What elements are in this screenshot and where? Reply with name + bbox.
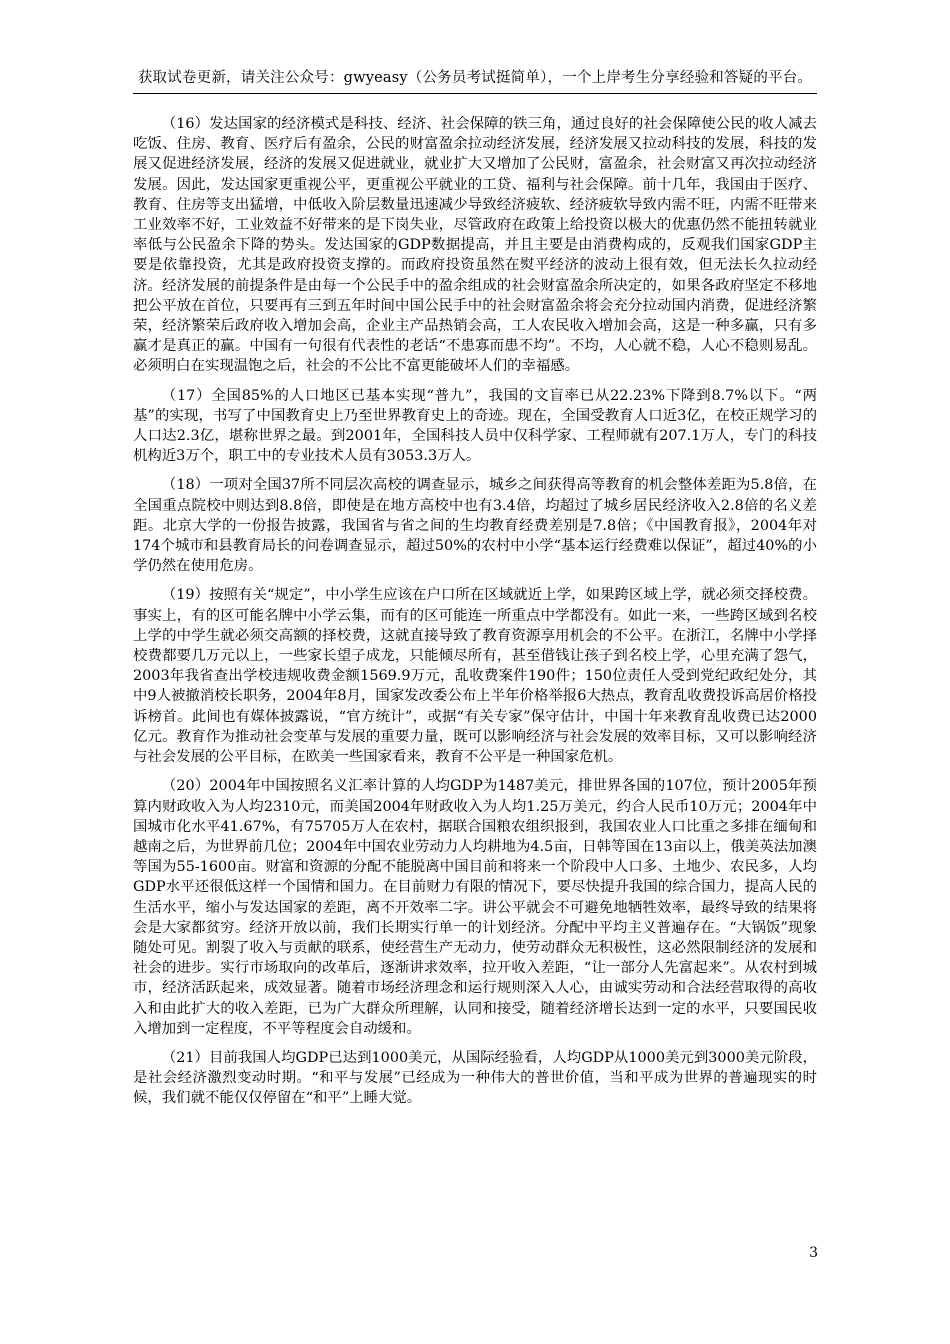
document-body [133, 114, 817, 1118]
paragraph-19: （19）按照有关“规定”，中小学生应该在户口所在区域就近上学，如果跨区域上学，就必须交择校费。事实上，有的区可能名牌中小学云集，而有的区可能连一所重点中学都没有。如此一来，一些跨区域到名校上学的中学生就必须交高额的择校费，这就直接导致了教育资源享用机会的不公平。在浙江，名牌中小学择校费都要几万元以上，一些家长望子成龙，只能倾尽所有，甚至借钱让孩子到名校上学，心里充满了怨气，2003年我省查出学校违规收费金额1569.9万元，乱收费案件190件；150位责任人受到党纪政纪处分，其中9人被撤消校长职务，2004年8月，国家发改委公布上半年价格举报6大热点，教育乱收费投诉高居价格投诉榜首。此间也有媒体披露说，“官方统计”，或据“有关专家”保守估计，中国十年来教育乱收费已达2000亿元。教育作为推动社会变革与发展的重要力量，既可以影响经济与社会发展的效率目标，又可以影响经济与社会发展的公平目标，在欧美一些国家看来，教育不公平是一种国家危机。 [133, 587, 817, 766]
paragraph-16: （16）发达国家的经济模式是科技、经济、社会保障的铁三角，通过良好的社会保障使公民的收人减去吃饭、住房、教育、医疗后有盈余，公民的财富盈余拉动经济发展，经济发展又拉动科技的发展，科技的发展又促进经济发展，经济的发展又促进就业，就业扩大又增加了公民财，富盈余，社会财富又再次拉动经济发展。因此，发达国家更重视公平，更重视公平就业的工贷、福利与社会保障。前十几年，我国由于医疗、教育、住房等支出猛增，中低收入阶层数量迅速减少导致经济疲软、经济疲软导致内需不旺，内需不旺带来工业效率不好，工业效益不好带来的是下岗失业，尽管政府在政策上给投资以极大的优惠仍然不能扭转就业率低与公民盈余下降的势头。发达国家的GDP数据提高，并且主要是由消费构成的，反观我们国家GDP主要是依靠投资，尤其是政府投资支撑的。而政府投资虽然在熨平经济的波动上很有效，但无法长久拉动经济。经济发展的前提条件是由每一个公民手中的盈余组成的社会财富盈余所决定的，如果各政府坚定不移地把公平放在首位，只要再有三到五年时间中国公民手中的社会财富盈余将会充分拉动国内消费，促进经济繁荣，经济繁荣后政府收入增加会高，企业主产品热销会高，工人农民收入增加会高，这是一种多赢，只有多赢才是真正的赢。中国有一句很有代表性的老话“不患寡而患不均”。不均，人心就不稳，人心不稳则易乱。必须明白在实现温饱之后，社会的不公比不富更能破坏人们的幸福感。 [133, 116, 817, 375]
paragraph-18: （18）一项对全国37所不同层次高校的调查显示，城乡之间获得高等教育的机会整体差距为5.8倍，在全国重点院校中则达到8.8倍，即使是在地方高校中也有3.4倍，均超过了城乡居民经济收入2.8倍的名义差距。北京大学的一份报告披露，我国省与省之间的生均教育经费差别是7.8倍；《中国教育报》，2004年对174个城市和县教育局长的问卷调查显示，超过50%的农村中小学“基本运行经费难以保证”，超过40%的小学仍然在使用危房。 [133, 477, 817, 575]
page-number: 3 [809, 1245, 818, 1261]
paragraph-17: （17）全国85%的人口地区已基本实现“普九”，我国的文盲率已从22.23%下降到8.7%以下。“两基”的实现，书写了中国教育史上乃至世界教育史上的奇迹。现在，全国受教育人口近3亿，在校正规学习的人口达2.3亿，堪称世界之最。到2001年，全国科技人员中仅科学家、工程师就有207.1万人，专门的科技机构近3万个，职工中的专业技术人员有3053.3万人。 [133, 387, 817, 465]
header-divider [133, 93, 817, 94]
paragraph-20: （20）2004年中国按照名义汇率计算的人均GDP为1487美元，排世界各国的107位，预计2005年预算内财政收入为人均2310元，而美国2004年财政收入为人均1.25万美元，约合人民币10万元；2004年中国城市化水平41.67%，有75705万人在农村，据联合国粮农组织报到，我国农业人口比重之多排在缅甸和越南之后，为世界前几位；2004年中国农业劳动力人均耕地为4.5亩，日韩等国在13亩以上，俄美英法加澳等国为55-1600亩。财富和资源的分配不能脱离中国目前和将来一个阶段中人口多、土地少、农民多，人均GDP水平还很低这样一个国情和国力。在目前财力有限的情况下，要尽快提升我国的综合国力，提高人民的生活水平，缩小与发达国家的差距，离不开效率二字。讲公平就会不可避免地牺牲效率，最终导致的结果将会是大家都贫穷。经济开放以前，我们长期实行单一的计划经济。分配中平均主义普遍存在。“大锅饭”现象随处可见。割裂了收入与贡献的联系，使经营生产无动力，使劳动群众无积极性，这必然限制经济的发展和社会的进步。实行市场取向的改革后，逐渐讲求效率，拉开收入差距，“让一部分人先富起来”。从农村到城市，经济活跃起来，成效显著。随着市场经济理念和运行规则深入人心，由诚实劳动和合法经营取得的高收入和由此扩大的收入差距，已为广大群众所理解，认同和接受，随着经济增长达到一定的水平，只要国民收入增加到一定程度，不平等程度会自动缓和。 [133, 778, 817, 1037]
page-header-notice: 获取试卷更新，请关注公众号：gwyeasy（公务员考试挺简单），一个上岸考生分享经验和答疑的平台。 [137, 70, 813, 86]
paragraph-21: （21）目前我国人均GDP已达到1000美元，从国际经验看，人均GDP从1000美元到3000美元阶段，是社会经济激烈变动时期。“和平与发展”已经成为一种伟大的普世价值，当和平成为世界的普遍现实的时候，我们就不能仅仅停留在“和平”上睡大觉。 [133, 1049, 817, 1107]
